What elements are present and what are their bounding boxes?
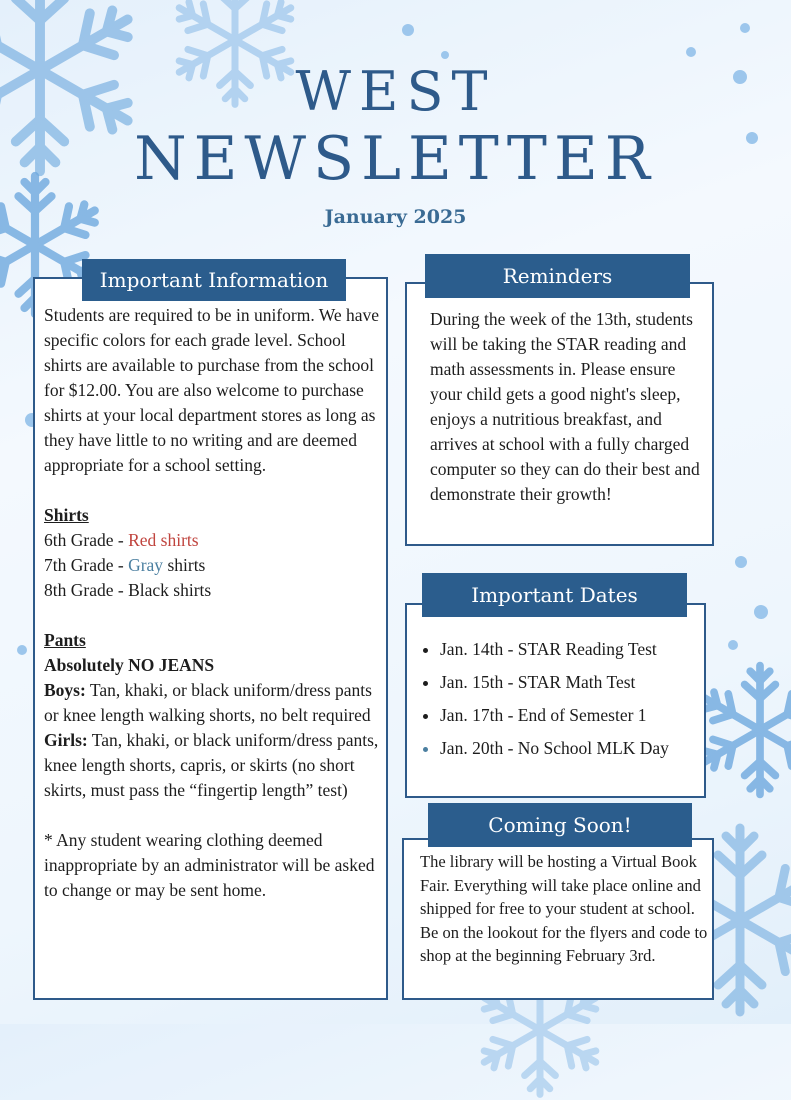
important-info-content — [44, 303, 384, 903]
date-item: • Jan. 17th - End of Semester 1 — [440, 699, 735, 732]
date-item: • Jan. 15th - STAR Math Test — [440, 666, 735, 699]
shirt-row-6th: 6th Grade - Red shirts — [44, 530, 199, 550]
issue-date: January 2025 — [324, 206, 467, 228]
boys-pants-rule: Boys: Tan, khaki, or black uniform/dress pants or knee length walking shorts, no belt required — [44, 680, 372, 725]
important-dates-list — [408, 633, 735, 765]
shirts-heading: Shirts — [44, 505, 89, 525]
date-item: • Jan. 14th - STAR Reading Test — [440, 633, 735, 666]
coming-soon-text: The library will be hosting a Virtual Book Fair. Everything will take place online and shipped for free to your student at school. Be on the lookout for the flyers and code to shop at the beginning February 3rd. — [420, 852, 708, 965]
date-item: • Jan. 20th - No School MLK Day — [440, 732, 735, 765]
pants-heading: Pants — [44, 630, 86, 650]
girls-pants-rule: Girls: Tan, khaki, or black uniform/dress pants, knee length shorts, capris, or skirts (no short skirts, must pass the “fingertip length” test) — [44, 730, 379, 800]
shirt-row-8th: 8th Grade - Black shirts — [44, 580, 212, 600]
shirt-row-7th: 7th Grade - Gray shirts — [44, 555, 206, 575]
uniform-intro: Students are required to be in uniform. We have specific colors for each grade level. School shirts are available to purchase from the school for $12.00. You are also welcome to purchase shirts at your local department stores as long as they have little to no writing and are deemed appropriate for a school setting. — [44, 305, 380, 475]
newsletter-title-line1: WEST — [295, 60, 496, 123]
reminders-text: During the week of the 13th, students will be taking the STAR reading and math assessments in. Please ensure your child gets a good night's sleep, enjoys a nutritious breakfast, and arrives at school with a fully charged computer so they can do their best and demonstrate their growth! — [430, 309, 700, 504]
coming-soon-heading: Coming Soon! — [428, 803, 692, 847]
important-info-heading: Important Information — [82, 259, 346, 301]
important-dates-heading: Important Dates — [422, 573, 687, 617]
reminders-heading: Reminders — [425, 254, 690, 298]
no-jeans-rule: Absolutely NO JEANS — [44, 655, 215, 675]
newsletter-title-line2: NEWSLETTER — [134, 124, 657, 194]
dress-code-note: * Any student wearing clothing deemed inappropriate by an administrator will be asked to change or may be sent home. — [44, 830, 375, 900]
